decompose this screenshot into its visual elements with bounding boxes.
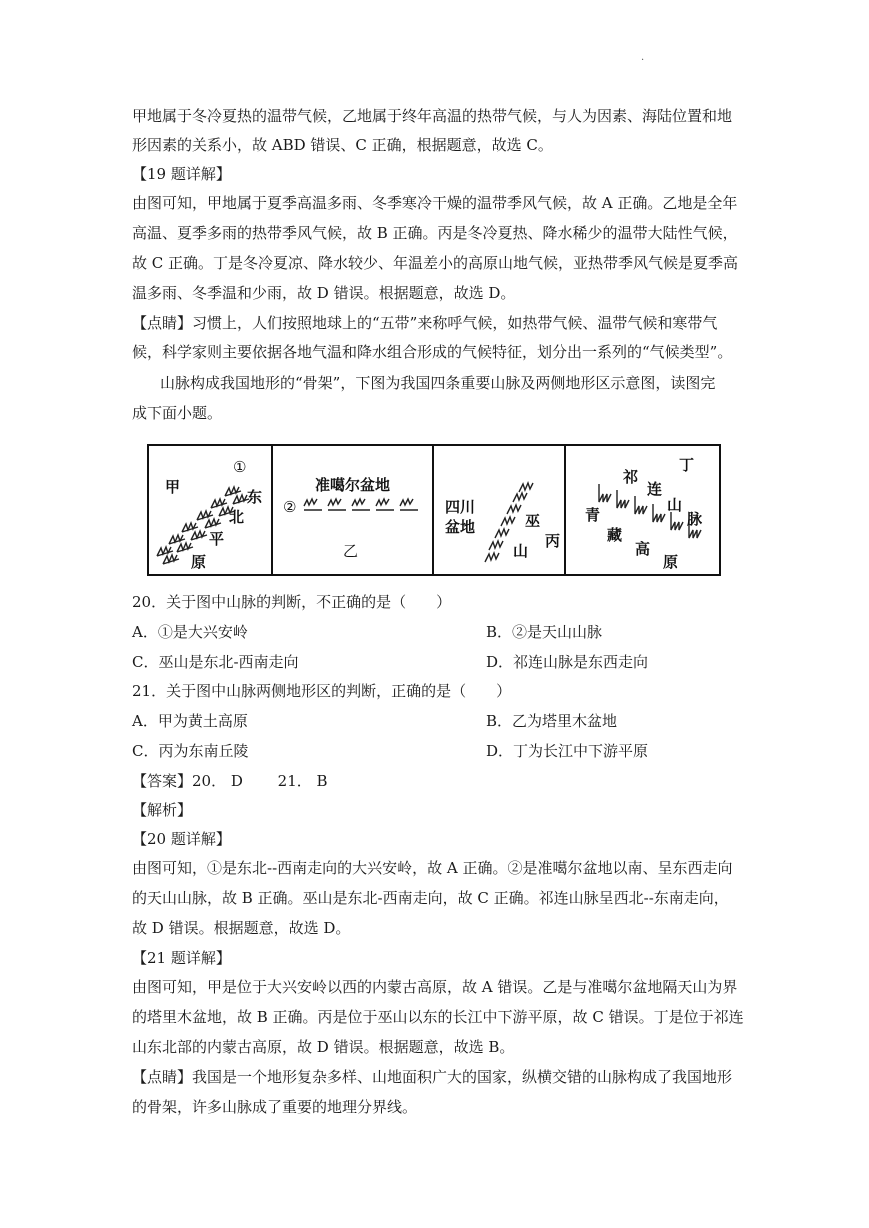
text-line: 由图可知，甲地属于夏季高温多雨、冬季寒冷干燥的温带季风气候，故 A 正确。乙地是全年: [132, 194, 738, 212]
label-shan: 山: [513, 542, 529, 560]
label-zang: 藏: [607, 526, 623, 544]
label-sichuan: 四川: [445, 498, 476, 516]
text-line: 由图可知，甲是位于大兴安岭以西的内蒙古高原，故 A 错误。乙是与准噶尔盆地隔天山为界: [132, 978, 738, 996]
text-line: 【点睛】我国是一个地形复杂多样、山地面积广大的国家，纵横交错的山脉构成了我国地形: [132, 1068, 733, 1086]
question-21: 21．关于图中山脉两侧地形区的判断，正确的是（ ）: [132, 682, 512, 700]
text-line: 故 D 错误。根据题意，故选 D。: [132, 919, 351, 937]
label-num1: ①: [233, 458, 247, 476]
option-21d: D．丁为长江中下游平原: [486, 742, 649, 760]
text-line: 故 C 正确。丁是冬冷夏凉、降水较少、年温差小的高原山地气候，亚热带季风气候是夏季高: [132, 254, 739, 272]
label-junggar-basin: 准噶尔盆地: [315, 476, 391, 494]
label-jia: 甲: [165, 478, 181, 496]
option-20d: D．祁连山脉是东西走向: [486, 653, 649, 671]
analysis-heading: 【解析】: [132, 801, 193, 819]
text-line: 形因素的关系小，故 ABD 错误、C 正确，根据题意，故选 C。: [132, 136, 553, 154]
text-line: 候，科学家则主要依据各地气温和降水组合形成的气候特征，划分出一系列的“气候类型”。: [132, 343, 733, 361]
label-yuan: 原: [191, 553, 207, 571]
option-20b: B．②是天山山脉: [486, 623, 603, 641]
text-line: 由图可知，①是东北--西南走向的大兴安岭，故 A 正确。②是准噶尔盆地以南、呈东西走向: [132, 859, 733, 877]
label-bing: 丙: [545, 532, 561, 550]
label-qi: 祁: [623, 468, 639, 486]
section-heading: 【20 题详解】: [132, 830, 231, 848]
label-lian: 连: [647, 480, 663, 498]
label-yuan2: 原: [663, 553, 679, 571]
label-qing: 青: [585, 506, 601, 524]
page-marker: .: [641, 52, 645, 63]
label-basin: 盆地: [445, 518, 476, 536]
question-20: 20．关于图中山脉的判断，不正确的是（ ）: [132, 593, 452, 611]
label-gao: 高: [635, 540, 651, 558]
label-num2: ②: [283, 498, 297, 516]
label-ping: 平: [209, 530, 225, 548]
label-dong: 东: [247, 488, 263, 506]
text-line: 甲地属于冬冷夏热的温带气候，乙地属于终年高温的热带气候，与人为因素、海陆位置和地: [132, 107, 733, 125]
answer-line: 【答案】20． D 21． B: [132, 772, 328, 790]
option-20a: A．①是大兴安岭: [132, 623, 248, 641]
text-line: 的骨架，许多山脉成了重要的地理分界线。: [132, 1098, 418, 1116]
text-line: 的塔里木盆地，故 B 正确。丙是位于巫山以东的长江中下游平原，故 C 错误。丁是位于祁连: [132, 1008, 744, 1026]
label-bei: 北: [229, 508, 245, 526]
label-yi: 乙: [343, 542, 359, 560]
section-heading: 【21 题详解】: [132, 949, 231, 967]
text-line: 温多雨、冬季温和少雨，故 D 错误。根据题意，故选 D。: [132, 284, 516, 302]
mountain-map-figure: [147, 444, 721, 576]
label-wu: 巫: [525, 512, 541, 530]
label-shan2: 山: [667, 496, 683, 514]
label-mai: 脉: [687, 510, 703, 528]
option-21a: A．甲为黄土高原: [132, 712, 248, 730]
option-21b: B．乙为塔里木盆地: [486, 712, 618, 730]
tianshan-mountain-symbols: [304, 499, 418, 510]
label-ding: 丁: [679, 456, 695, 474]
intro-line: 山脉构成我国地形的“骨架”，下图为我国四条重要山脉及两侧地形区示意图，读图完: [160, 374, 716, 392]
mountain-diagram: [147, 444, 721, 576]
option-20c: C．巫山是东北-西南走向: [132, 653, 299, 671]
text-line: 高温、夏季多雨的热带季风气候，故 B 正确。丙是冬冷夏热、降水稀少的温带大陆性气候，: [132, 224, 738, 242]
section-heading: 【19 题详解】: [132, 165, 231, 183]
text-line: 的天山山脉，故 B 正确。巫山是东北-西南走向，故 C 正确。祁连山脉呈西北--东南走向，: [132, 889, 729, 907]
option-21c: C．丙为东南丘陵: [132, 742, 249, 760]
text-line: 成下面小题。: [132, 404, 223, 422]
text-line: 【点睛】习惯上，人们按照地球上的“五带”来称呼气候，如热带气候、温带气候和寒带气: [132, 314, 718, 332]
text-line: 山东北部的内蒙古高原，故 D 错误。根据题意，故选 B。: [132, 1038, 515, 1056]
